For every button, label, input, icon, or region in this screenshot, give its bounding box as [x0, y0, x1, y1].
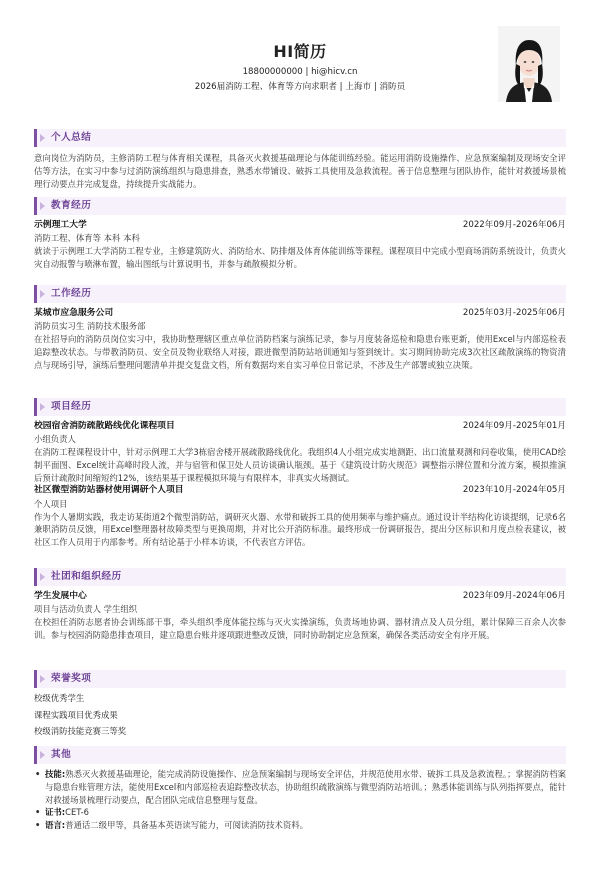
award-item: 校级消防技能竞赛三等奖	[34, 726, 127, 736]
skills-item	[34, 768, 566, 806]
projects-section	[34, 398, 566, 549]
entry-description: 在消防工程课程设计中，针对示例理工大学3栋宿舍楼开展疏散路线优化。我组织4人小组完成实地测距、出口流量观测和问卷收集，使用CAD绘制平面图、Excel统计高峰时段人流，并与宿管和保卫处人员访谈确认瓶颈。基于《建筑设计防火规范》调整指示牌位置和分流方案，模拟推演后预计疏散时间缩短约12%，该结果基于课程模拟环境与有限样本，非真实火场测试。	[34, 447, 566, 483]
education-section	[34, 197, 566, 271]
entry-subtitle: 消防工程、体育等 本科 本科	[34, 233, 140, 244]
section-header	[34, 746, 566, 764]
profile-photo	[498, 26, 560, 102]
entry-description: 作为个人暑期实践，我走访某街道2个微型消防站，调研灭火器、水带和破拆工具的使用频率与维护痛点。通过设计半结构化访谈提纲，记录6名兼职消防员反馈，用Excel整理器材故障类型与更换周期，并对比公开消防标准。最终形成一份调研报告，提出分区标识和月度点检表建议，被社区工作人员用于内部参考。所有结论基于小样本访谈，不代表官方评估。	[34, 511, 566, 548]
section-title: 个人总结	[51, 132, 92, 143]
triangle-icon	[40, 675, 45, 683]
section-title: 教育经历	[51, 200, 92, 211]
item-text: 熟悉灭火救援基础理论，能完成消防设施操作、应急预案编制与现场安全评估，并规范使用水带、破拆工具及急救流程。；掌握消防档案与隐患台账管理方法，能使用Excel和内部巡检表追踪整改状态，协助组织疏散演练与微型消防站培训。；熟悉体能训练与队列指挥要点，能针对救援场景梳理行动要点，配合团队完成信息整理与复盘。	[45, 769, 566, 805]
entry-description: 在社招导向的消防员岗位实习中，我协助整理辖区重点单位消防档案与演练记录，参与月度装备巡检和隐患台账更新，使用Excel与内部巡检表追踪整改状态。与带教消防员、安全员及物业联络人对接，跟进微型消防站培训通知与签到统计。实习期间协助完成3次社区疏散演练的物资清点与现场引导，演练后整理问题清单并提交复盘文档，所有数据均来自实习单位日常记录，不涉及生产部署或独立决策。	[34, 334, 566, 370]
entry-date: 2024年09月-2025年01月	[462, 421, 566, 431]
triangle-icon	[40, 134, 45, 142]
triangle-icon	[40, 403, 45, 411]
work-entry	[34, 307, 566, 371]
entry-subtitle: 消防员实习生 消防技术服务部	[34, 321, 146, 332]
work-section	[34, 285, 566, 371]
triangle-icon	[40, 573, 45, 581]
section-title: 社团和组织经历	[51, 571, 122, 582]
job-intent-line: 2026届消防工程、体育等方向求职者 | 上海市 | 消防员	[194, 82, 406, 92]
item-text: CET-6	[65, 807, 89, 818]
entry-subtitle: 个人项目	[34, 498, 68, 509]
entry-description: 就读于示例理工大学消防工程专业，主修建筑防火、消防给水、防排烟及体育体能训练等课程。课程项目中完成小型商场消防系统设计，负责火灾自动报警与喷淋布置，输出图纸与计算说明书，并参与疏散模拟分析。	[34, 246, 566, 269]
award-item: 课程实践项目优秀成果	[34, 709, 118, 720]
others-section	[34, 746, 566, 832]
awards-list	[34, 690, 566, 740]
project-entry	[34, 484, 566, 548]
section-header	[34, 197, 566, 215]
item-text: 普通话二级甲等，具备基本英语读写能力，可阅读消防技术资料。	[65, 820, 308, 831]
education-entry	[34, 219, 566, 271]
language-item	[34, 819, 566, 832]
item-label: 语言:	[45, 820, 66, 831]
clubs-section	[34, 568, 566, 642]
project-name: 校园宿舍消防疏散路线优化课程项目	[34, 421, 175, 431]
project-entry	[34, 420, 566, 484]
triangle-icon	[40, 751, 45, 759]
section-header	[34, 398, 566, 416]
item-label: 证书:	[45, 807, 66, 818]
candidate-name: HI简历	[273, 42, 327, 61]
resume-header	[34, 0, 566, 118]
others-list	[34, 768, 566, 832]
summary-section	[34, 129, 566, 190]
section-title: 其他	[51, 749, 72, 760]
company-name: 某城市应急服务公司	[34, 308, 114, 318]
awards-section	[34, 670, 566, 740]
entry-subtitle: 小组负责人	[34, 434, 76, 445]
triangle-icon	[40, 202, 45, 210]
school-name: 示例理工大学	[34, 220, 87, 230]
triangle-icon	[40, 290, 45, 298]
organization-name: 学生发展中心	[34, 591, 87, 601]
club-entry	[34, 590, 566, 642]
section-title: 项目经历	[51, 401, 92, 412]
entry-date: 2022年09月-2026年06月	[462, 220, 566, 230]
entry-date: 2025年03月-2025年06月	[462, 308, 566, 318]
section-title: 荣誉奖项	[51, 673, 92, 684]
section-title: 工作经历	[51, 288, 92, 299]
section-header	[34, 129, 566, 147]
section-header	[34, 670, 566, 688]
section-header	[34, 285, 566, 303]
entry-date: 2023年10月-2024年05月	[462, 485, 566, 496]
entry-description: 在校担任消防志愿者协会训练部干事，牵头组织季度体能拉练与灭火实操演练，负责场地协调、器材清点及人员分组，累计保障三百余人次参训。参与校园消防隐患排查项目，建立隐患台账并逐项跟进整改反馈，同时协助制定应急预案，确保各类活动安全有序开展。	[34, 617, 566, 640]
project-name: 社区微型消防站器材使用调研个人项目	[34, 485, 184, 496]
item-label: 技能:	[45, 769, 66, 779]
summary-text: 意向岗位为消防员，主修消防工程与体育相关课程，具备灭火救援基础理论与体能训练经验。能运用消防设施操作、应急预案编制及现场安全评估等方法，在实习中参与过消防演练组织与隐患排查，熟悉水带铺设、破拆工具使用及急救流程。善于信息整理与团队协作，能针对救援场景梳理行动要点并完成复盘，持续提升实战能力。	[34, 153, 566, 189]
entry-subtitle: 项目与活动负责人 学生组织	[34, 604, 138, 615]
contact-line: 18800000000 | hi@hicv.cn	[242, 67, 358, 77]
certificate-item	[34, 806, 566, 819]
entry-date: 2023年09月-2024年06月	[462, 591, 566, 601]
section-header	[34, 568, 566, 586]
award-item: 校级优秀学生	[34, 693, 85, 703]
